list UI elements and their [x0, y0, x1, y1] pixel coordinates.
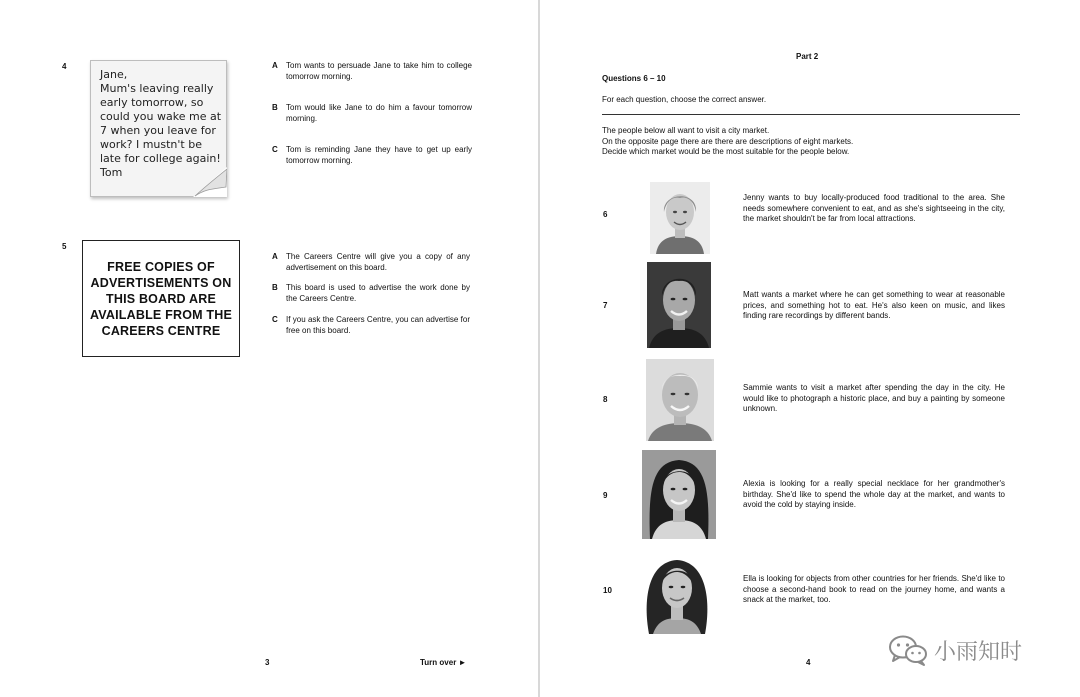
note-line: work? I mustn't be: [100, 138, 202, 151]
page-number-left: 3: [265, 658, 270, 667]
person-10-number: 10: [603, 586, 612, 595]
watermark: [888, 632, 1022, 668]
person-6-number: 6: [603, 210, 608, 219]
question-4-number: 4: [62, 62, 67, 71]
watermark-text: 小雨知时: [934, 639, 1023, 665]
note-line: Mum's leaving really: [100, 82, 214, 95]
intro-text: [602, 126, 853, 158]
note-line: 7 when you leave for: [100, 124, 216, 137]
young-man-photo: [647, 262, 711, 348]
part-title: Part 2: [796, 52, 819, 61]
page-curl-icon: [193, 167, 227, 197]
intro-line: Decide which market would be the most suitable for the people below.: [602, 147, 850, 156]
person-10-description: Ella is looking for objects from other countries for her friends. She'd like to choose a second-hand book to read on the journey home, and wants a snack at the market, too.: [743, 574, 1005, 604]
option-letter: A: [272, 252, 278, 261]
young-woman-photo: [642, 450, 716, 539]
person-8-number: 8: [603, 395, 608, 404]
q5-option-a[interactable]: [272, 252, 470, 273]
person-9-number: 9: [603, 491, 608, 500]
note-from-tom: [90, 60, 227, 197]
woman-short-hair-photo: [650, 182, 710, 254]
q4-option-c[interactable]: [272, 145, 472, 166]
sign-line: THIS BOARD ARE: [106, 291, 216, 306]
q5-option-b[interactable]: [272, 283, 470, 304]
option-letter: A: [272, 61, 278, 70]
page-number-right: 4: [806, 658, 811, 667]
section-title: Questions 6 – 10: [602, 74, 666, 83]
sign-line: CAREERS CENTRE: [101, 323, 221, 338]
option-letter: B: [272, 283, 278, 292]
careers-centre-sign: [82, 240, 240, 357]
intro-line: On the opposite page there are there are descriptions of eight markets.: [602, 136, 854, 146]
woman-curly-hair-photo: [639, 552, 715, 634]
note-line: Tom: [100, 166, 123, 179]
note-line: late for college again!: [100, 152, 221, 165]
person-6-description: Jenny wants to buy locally-produced food traditional to the area. She needs somewhere convenient to eat, and as she's sightseeing in the city, the market shouldn't be far from local attractions.: [743, 193, 1005, 223]
option-text: Tom would like Jane to do him a favour tomorrow morning.: [286, 103, 472, 123]
person-7-number: 7: [603, 301, 608, 310]
person-9-description: Alexia is looking for a really special necklace for her grandmother's birthday. She'd like to spend the whole day at the market, and wants to avoid the cold by staying inside.: [743, 479, 1005, 509]
older-man-photo: [646, 359, 714, 441]
q5-option-c[interactable]: [272, 315, 470, 336]
intro-line: The people below all want to visit a city market.: [602, 126, 770, 135]
person-7-description: Matt wants a market where he can get something to wear at reasonable prices, and something hot to eat. He's also keen on music, and likes finding rare recordings by different bands.: [743, 290, 1005, 320]
option-text: Tom is reminding Jane they have to get up early tomorrow morning.: [286, 145, 472, 165]
option-text: If you ask the Careers Centre, you can advertise for free on this board.: [286, 315, 470, 335]
question-5-number: 5: [62, 242, 67, 251]
sign-line: AVAILABLE FROM THE: [89, 307, 232, 322]
option-text: This board is used to advertise the work done by the Careers Centre.: [286, 283, 470, 303]
person-8-description: Sammie wants to visit a market after spending the day in the city. He would like to photograph a historic place, and buy a painting by someone unknown.: [743, 383, 1005, 413]
q4-option-b[interactable]: [272, 103, 472, 124]
divider-rule: [602, 114, 1020, 115]
option-letter: C: [272, 315, 278, 324]
option-letter: B: [272, 103, 278, 112]
sign-line: FREE COPIES OF: [107, 259, 215, 274]
option-text: Tom wants to persuade Jane to take him to college tomorrow morning.: [286, 61, 472, 81]
instruction-text: For each question, choose the correct answer.: [602, 95, 767, 104]
sign-line: ADVERTISEMENTS ON: [90, 275, 232, 290]
q4-option-a[interactable]: [272, 61, 472, 82]
note-line: early tomorrow, so: [100, 96, 204, 109]
option-text: The Careers Centre will give you a copy of any advertisement on this board.: [286, 252, 470, 272]
turn-over-link[interactable]: Turn over ►: [420, 658, 467, 667]
wechat-icon: [888, 634, 928, 666]
note-line: could you wake me at: [100, 110, 222, 123]
note-line: Jane,: [100, 68, 128, 81]
option-letter: C: [272, 145, 278, 154]
